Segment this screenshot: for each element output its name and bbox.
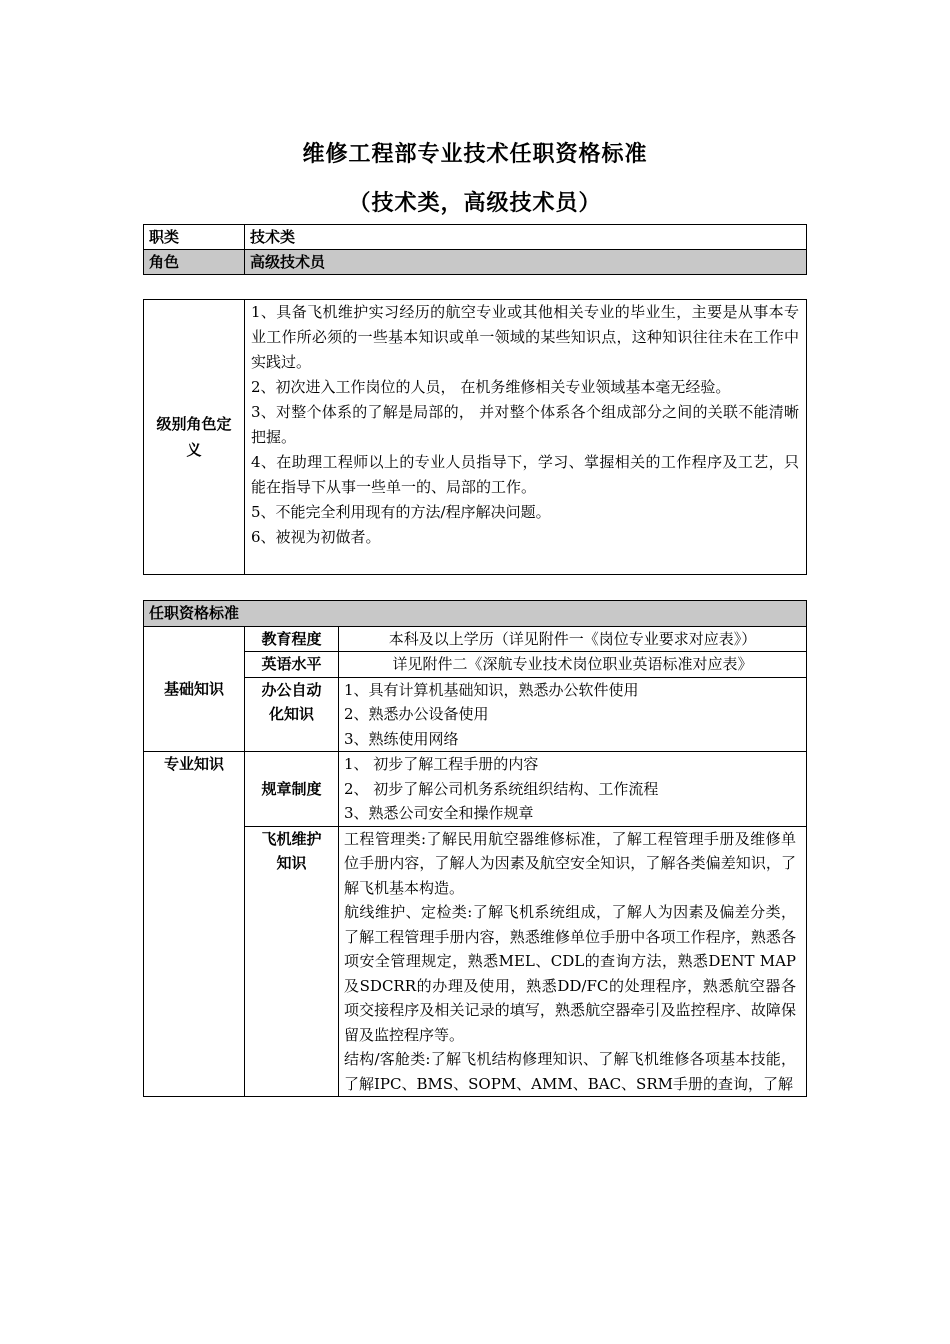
definition-item: 6、被视为初做者。 (251, 528, 381, 546)
document-subtitle: （技术类，高级技术员） (348, 190, 602, 216)
definition-item: 5、不能完全利用现有的方法/程序解决问题。 (251, 503, 551, 521)
definition-item: 3、对整个体系的了解是局部的， 并对整个体系各个组成部分之间的关联不能清晰把握。 (251, 403, 799, 446)
list-item: 1、具有计算机基础知识，熟悉办公软件使用 (344, 680, 639, 699)
job-category-value: 技术类 (245, 225, 807, 250)
list-item: 1、 初步了解工程手册的内容 (344, 755, 539, 773)
table-row (144, 250, 807, 275)
office-automation-content (339, 677, 807, 752)
level-definition-table (143, 299, 807, 575)
education-content: 本科及以上学历（详见附件一《岗位专业要求对应表》） (339, 626, 807, 652)
list-item: 3、熟练使用网络 (344, 729, 459, 748)
list-item: 2、熟悉办公设备使用 (344, 705, 489, 723)
definition-item: 1、具备飞机维护实习经历的航空专业或其他相关专业的毕业生，主要是从事本专业工作所必须的一些基本知识或单一领域的某些知识点，这种知识往往未在工作中实践过。 (251, 303, 799, 371)
table-row (144, 752, 807, 827)
table-row (144, 225, 807, 250)
maintenance-paragraph: 结构/客舱类:了解飞机结构修理知识、了解飞机维修各项基本技能，了解IPC、BMS、SOPM、AMM、BAC、SRM手册的查询，了解 (344, 1050, 796, 1093)
table-row (144, 626, 807, 652)
definition-item: 4、在助理工程师以上的专业人员指导下，学习、掌握相关的工作程序及工艺，只能在指导下从事一些单一的、局部的工作。 (251, 453, 799, 496)
basic-knowledge-label: 基础知识 (144, 626, 245, 752)
table-row (144, 300, 807, 575)
definition-item: 2、初次进入工作岗位的人员， 在机务维修相关专业领域基本毫无经验。 (251, 378, 731, 396)
english-content: 详见附件二《深航专业技术岗位职业英语标准对应表》 (339, 652, 807, 678)
english-label: 英语水平 (245, 652, 339, 678)
rules-label: 规章制度 (245, 752, 339, 827)
professional-knowledge-label: 专业知识 (144, 752, 245, 1097)
table-row (144, 601, 807, 627)
education-label: 教育程度 (245, 626, 339, 652)
role-label: 角色 (144, 250, 245, 275)
role-table (143, 224, 807, 275)
qualification-table (143, 600, 807, 1097)
definition-content (245, 300, 807, 575)
list-item: 3、熟悉公司安全和操作规章 (344, 804, 534, 822)
maintenance-paragraph: 工程管理类:了解民用航空器维修标准，了解工程管理手册及维修单位手册内容，了解人为因素及航空安全知识，了解各类偏差知识，了解飞机基本构造。 (344, 829, 796, 897)
maintenance-knowledge-label: 飞机维护知识 (245, 826, 339, 1097)
definition-label: 级别角色定义 (144, 300, 245, 575)
maintenance-paragraph: 航线维护、定检类:了解飞机系统组成，了解人为因素及偏差分类，了解工程管理手册内容，熟悉维修单位手册中各项工作程序，熟悉各项安全管理规定，熟悉MEL、CDL的查询方法，熟悉DENT MAP及SDCRR的办理及使用，熟悉DD/FC的处理程序，熟悉航空器各项交接程序及相关记录的填写，熟悉航空器牵引及监控程序、故障保留及监控程序等。 (344, 903, 796, 1044)
qualification-header: 任职资格标准 (144, 601, 807, 627)
list-item: 2、 初步了解公司机务系统组织结构、工作流程 (344, 779, 659, 798)
document-title: 维修工程部专业技术任职资格标准 (302, 141, 648, 167)
job-category-label: 职类 (144, 225, 245, 250)
role-value: 高级技术员 (245, 250, 807, 275)
rules-content (339, 752, 807, 827)
maintenance-knowledge-content (339, 826, 807, 1097)
office-automation-label: 办公自动化知识 (245, 677, 339, 752)
